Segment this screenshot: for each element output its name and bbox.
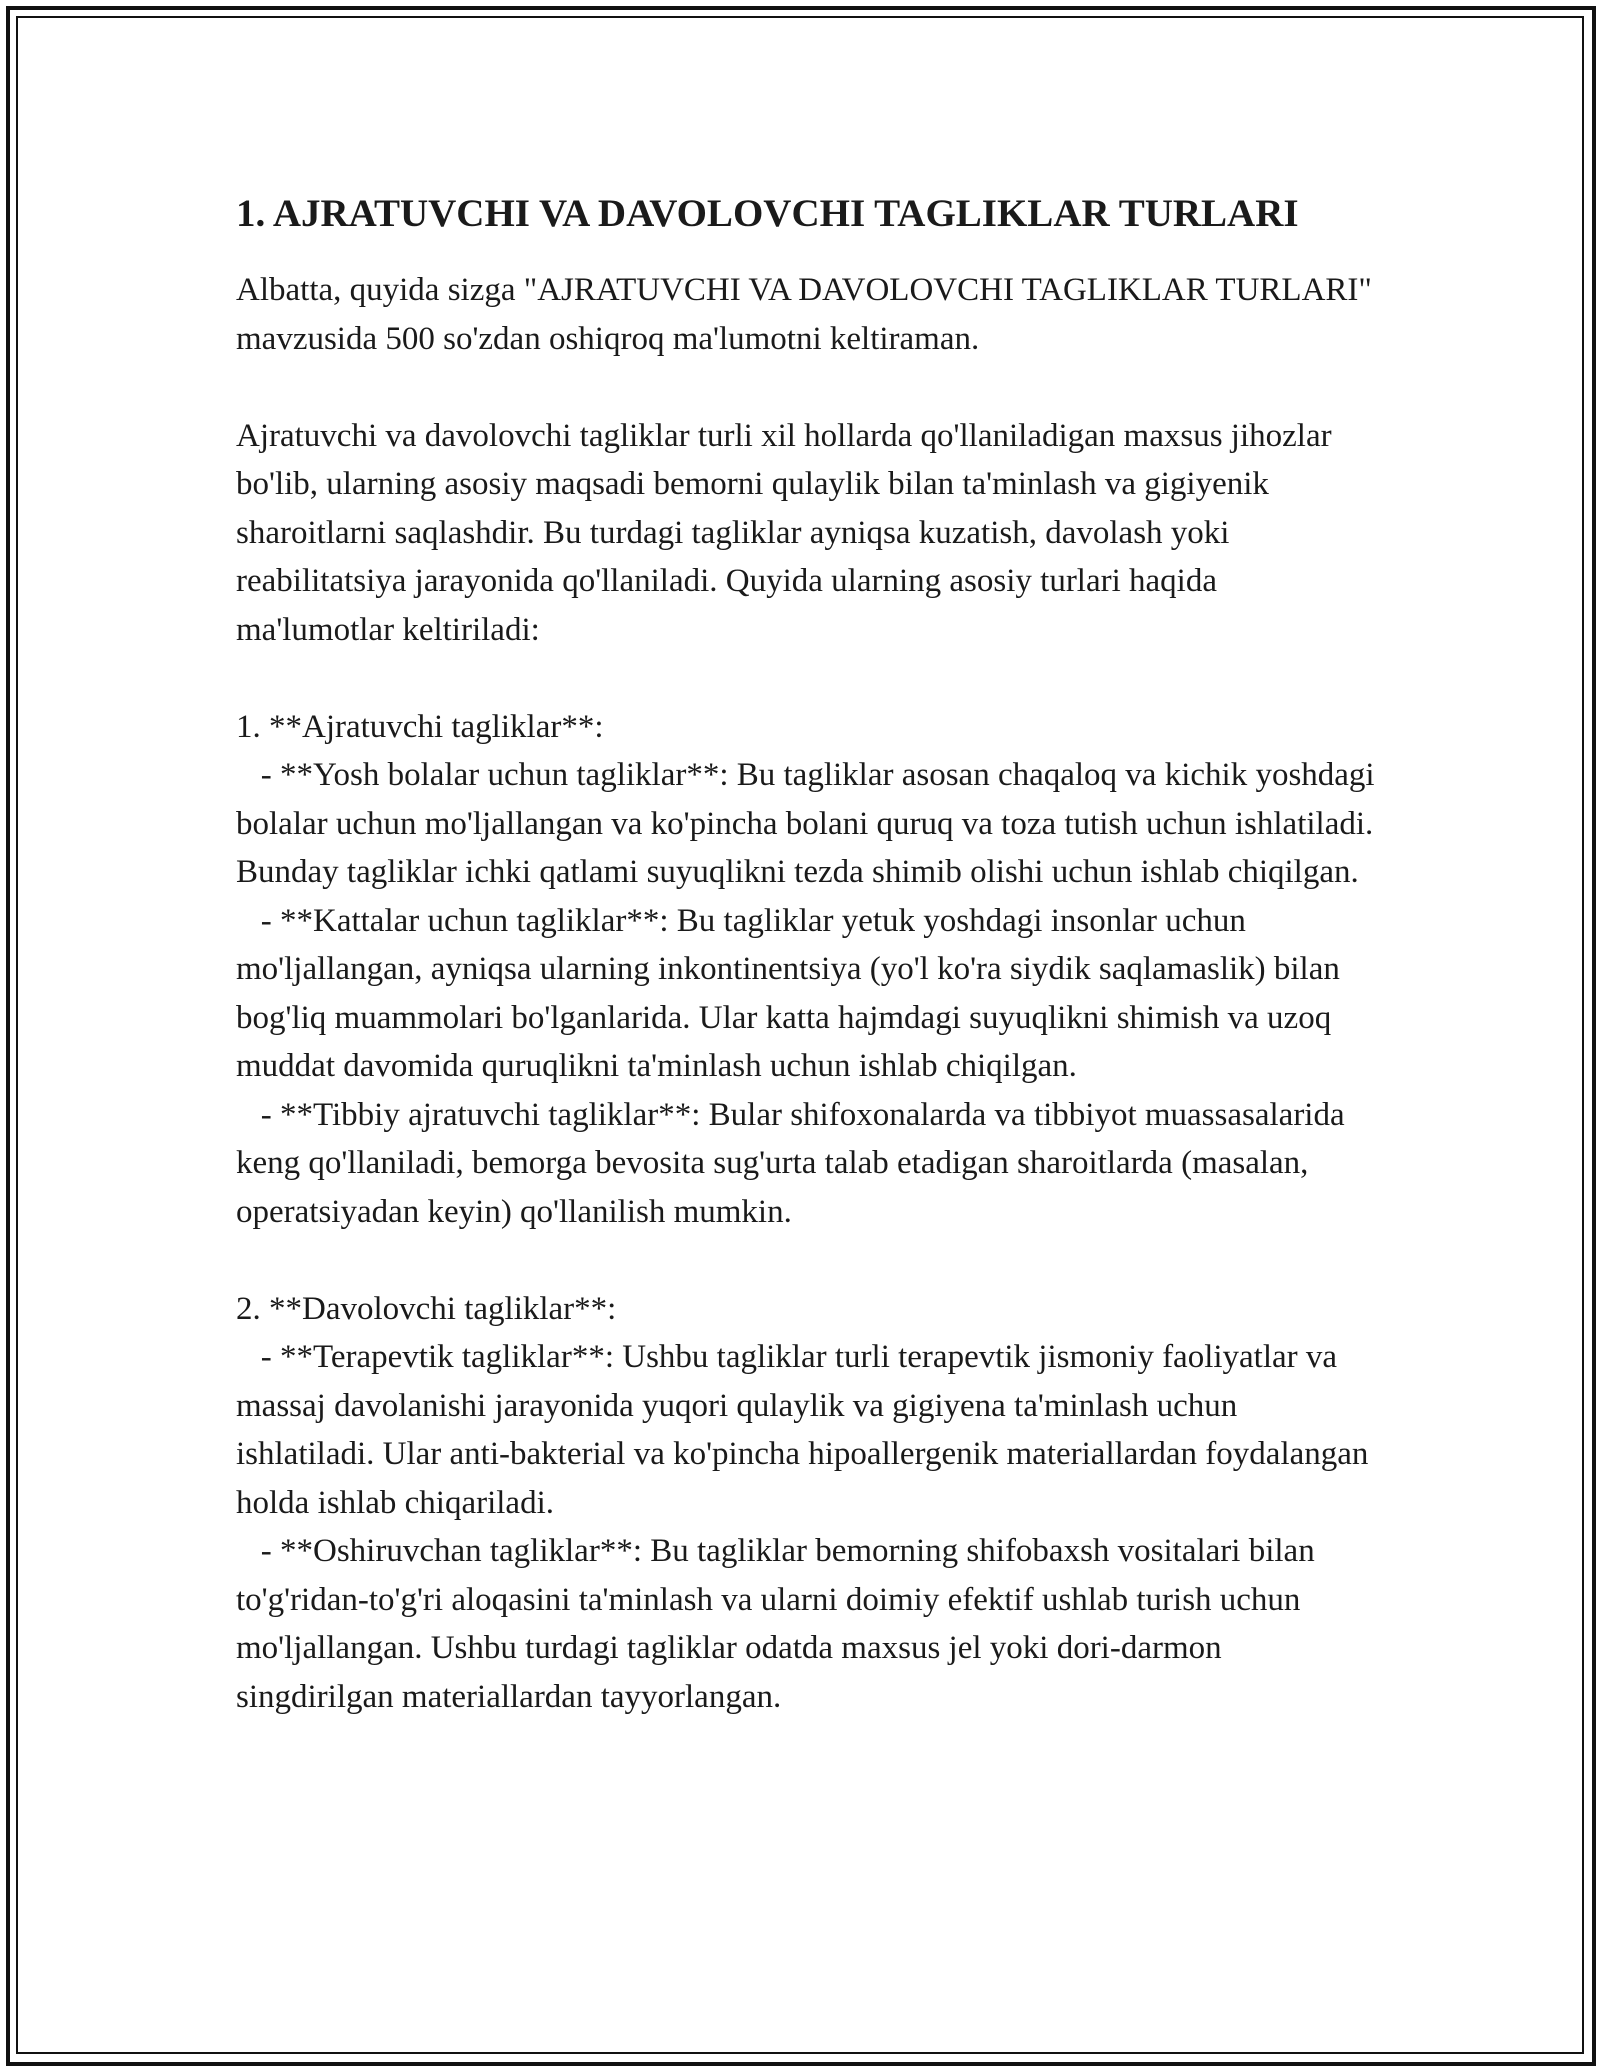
section-heading-ajratuvchi: 1. **Ajratuvchi tagliklar**: (236, 708, 604, 745)
spacer (236, 1236, 1376, 1285)
spacer (236, 654, 1376, 703)
intro-paragraph: Albatta, quyida sizga "AJRATUVCHI VA DAVOLOVCHI TAGLIKLAR TURLARI" mavzusida 500 so'zdan oshiqroq ma'lumotni keltiraman. (236, 272, 1381, 357)
section-heading-davolovchi: 2. **Davolovchi tagliklar**: (236, 1290, 617, 1327)
document-body (236, 186, 1383, 1721)
spacer (236, 363, 1376, 412)
list-item-kattalar: - **Kattalar uchun tagliklar**: Bu tagliklar yetuk yoshdagi insonlar uchun mo'ljallangan, ayniqsa ularning inkontinentsiya (yo'l ko'ra siydik saqlamaslik) bilan bog'liq muammolari bo'lganlarida. Ular katta hajmdagi suyuqlikni shimish va uzoq muddat davomida quruqlikni ta'minlash uchun ishlab chiqilgan. (236, 902, 1349, 1084)
list-item-oshiruvchan: - **Oshiruvchan tagliklar**: Bu tagliklar bemorning shifobaxsh vositalari bilan to'g'ridan-to'g'ri aloqasini ta'minlash va ularni doimiy efektif ushlab turish uchun mo'ljallangan. Ushbu turdagi tagliklar odatda maxsus jel yoki dori-darmon singdirilgan materiallardan tayyorlangan. (236, 1533, 1323, 1715)
list-item-terapevtik: - **Terapevtik tagliklar**: Ushbu tagliklar turli terapevtik jismoniy faoliyatlar va massaj davolanishi jarayonida yuqori qulaylik va gigiyena ta'minlash uchun ishlatiladi. Ular anti-bakterial va ko'pincha hipoallergenik materiallardan foydalangan holda ishlab chiqariladi. (236, 1339, 1377, 1521)
description-paragraph: Ajratuvchi va davolovchi tagliklar turli xil hollarda qo'llaniladigan maxsus jihozlar bo'lib, ularning asosiy maqsadi bemorni qulaylik bilan ta'minlash va gigiyenik sharoitlarni saqlashdir. Bu turdagi tagliklar ayniqsa kuzatish, davolash yoki reabilitatsiya jarayonida qo'llaniladi. Quyida ularning asosiy turlari haqida ma'lumotlar keltiriladi: (236, 417, 1340, 648)
document-title: 1. AJRATUVCHI VA DAVOLOVCHI TAGLIKLAR TURLARI (236, 192, 1299, 235)
list-item-tibbiy: - **Tibbiy ajratuvchi tagliklar**: Bular shifoxonalarda va tibbiyot muassasalarida keng qo'llaniladi, bemorga bevosita sug'urta talab etadigan sharoitlarda (masalan, operatsiyadan keyin) qo'llanilish mumkin. (236, 1096, 1353, 1230)
list-item-yosh-bolalar: - **Yosh bolalar uchun tagliklar**: Bu tagliklar asosan chaqaloq va kichik yoshdagi bolalar uchun mo'ljallangan va ko'pincha bolani quruq va toza tutish uchun ishlatiladi. Bunday tagliklar ichki qatlami suyuqlikni tezda shimib olishi uchun ishlab chiqilgan. (236, 757, 1383, 890)
